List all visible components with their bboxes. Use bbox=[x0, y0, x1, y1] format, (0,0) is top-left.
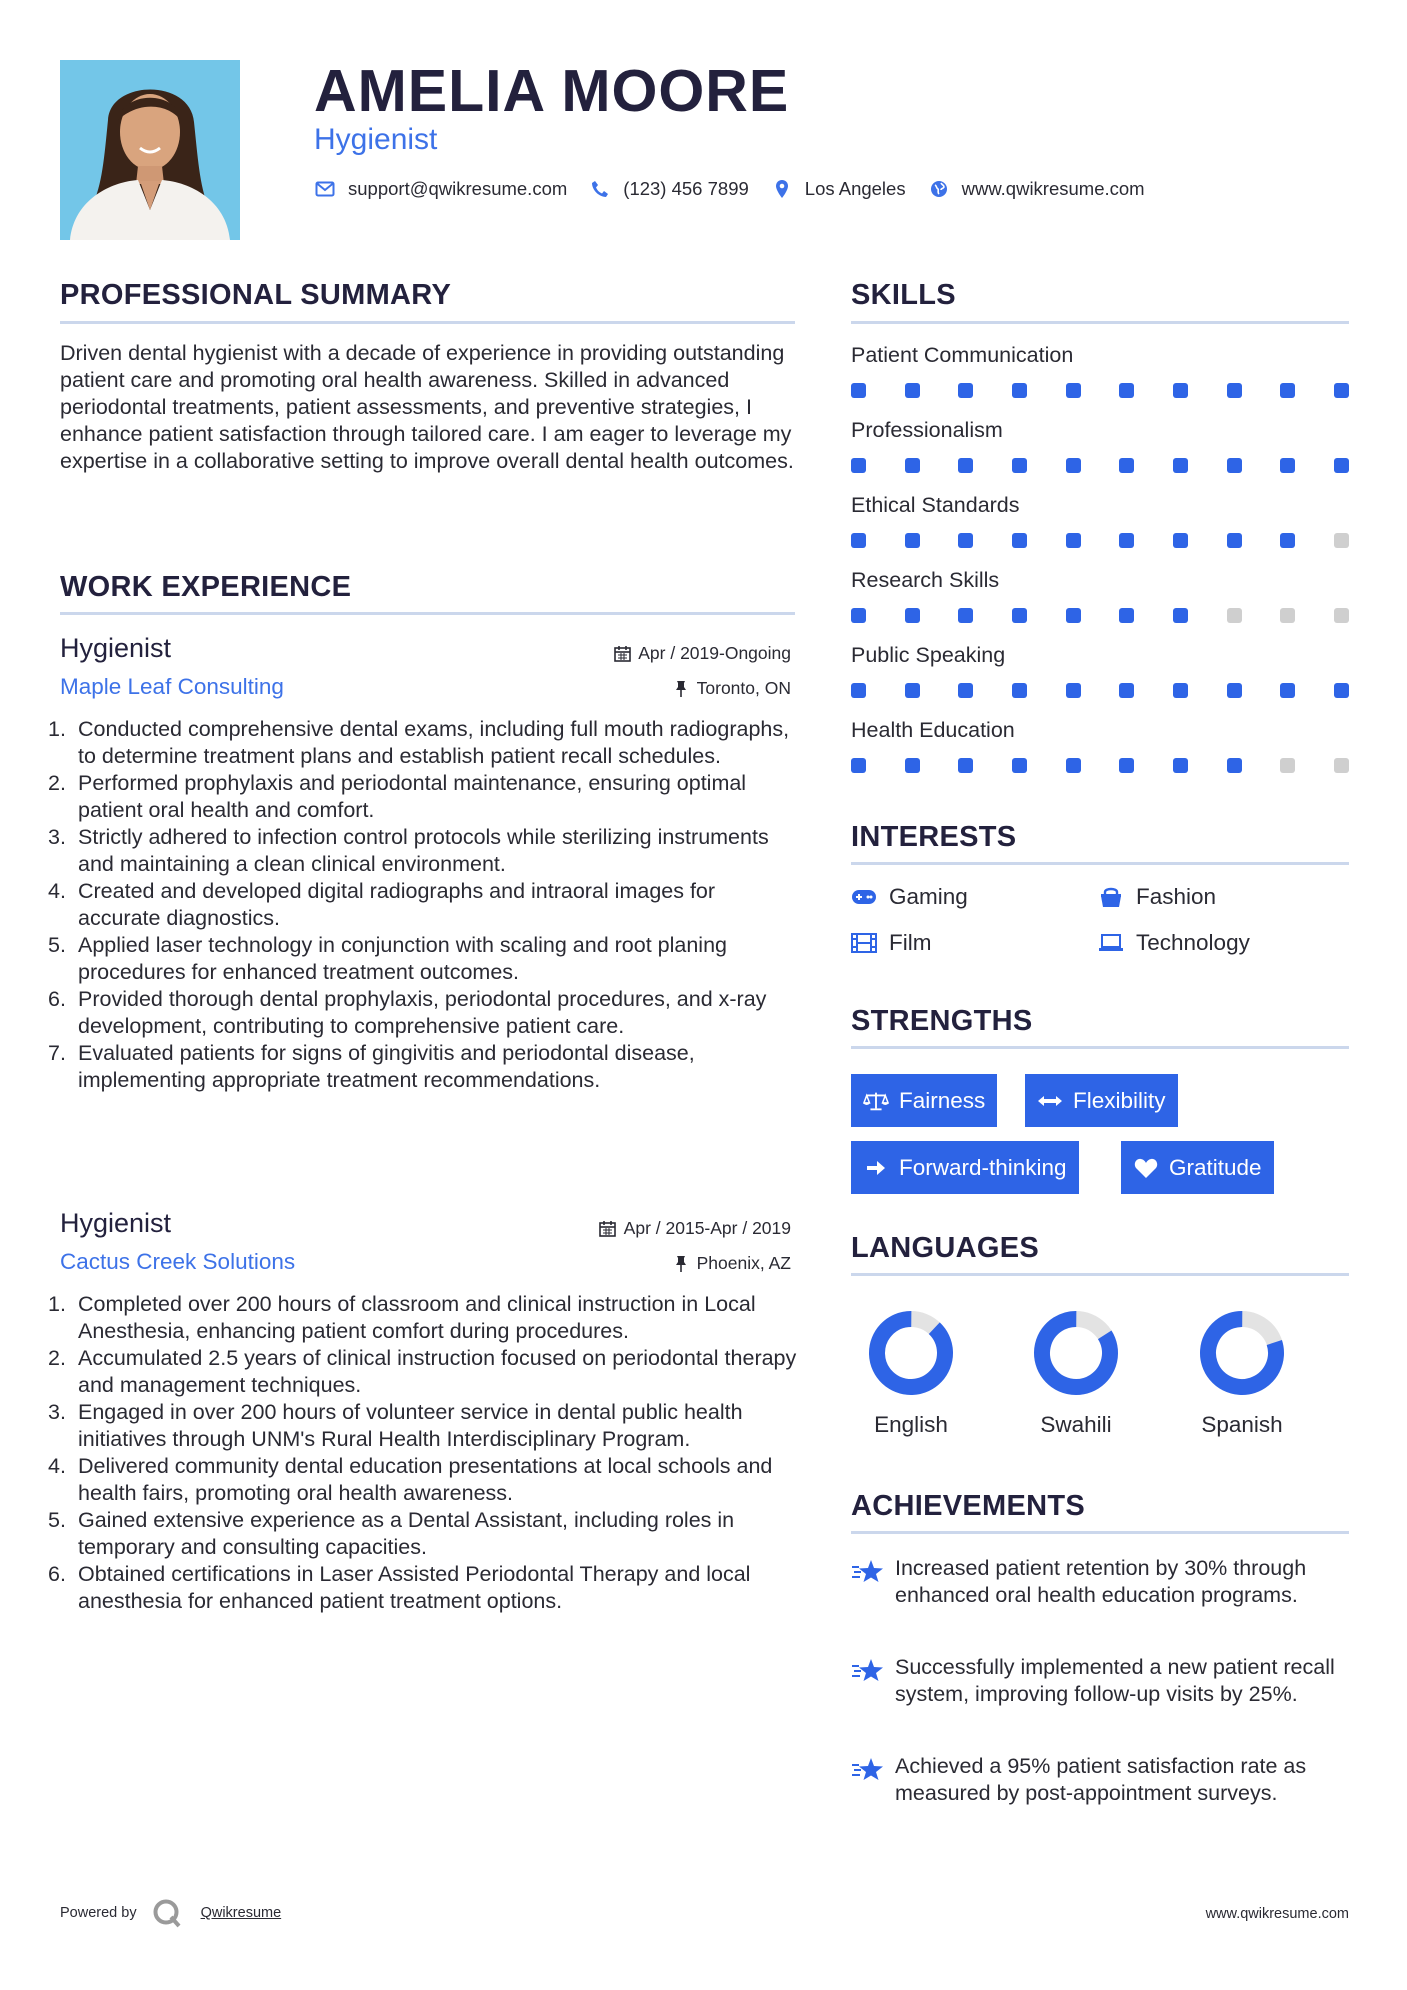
phone-icon bbox=[589, 178, 611, 200]
contact-bar bbox=[314, 178, 1167, 200]
job-dates-text: Apr / 2019-Ongoing bbox=[638, 643, 791, 663]
rating-dot-filled bbox=[1012, 608, 1027, 623]
balance-scale-icon bbox=[863, 1090, 889, 1112]
rating-dot-filled bbox=[1012, 458, 1027, 473]
language-label: English bbox=[874, 1412, 948, 1437]
candidate-role: Hygienist bbox=[314, 123, 438, 156]
strength-label: Gratitude bbox=[1169, 1154, 1262, 1180]
candidate-name: AMELIA MOORE bbox=[314, 58, 790, 124]
rating-dot-filled bbox=[958, 383, 973, 398]
job-dates bbox=[599, 1218, 791, 1239]
rating-dot-filled bbox=[1280, 533, 1295, 548]
rating-dot-filled bbox=[1012, 683, 1027, 698]
job-dates bbox=[613, 643, 791, 664]
list-item: 2. Performed prophylaxis and periodontal maintenance, ensuring optimal patient oral health and comfort. bbox=[48, 771, 747, 822]
strength-badge bbox=[1121, 1141, 1274, 1194]
job-location-text: Phoenix, AZ bbox=[696, 1253, 791, 1273]
list-item: 5. Applied laser technology in conjunction with scaling and root planing procedures for enhanced treatment outcomes. bbox=[48, 933, 727, 984]
profile-photo bbox=[60, 60, 240, 240]
rating-dot-filled bbox=[851, 533, 866, 548]
job-company: Cactus Creek Solutions bbox=[60, 1249, 296, 1274]
rating-dot-filled bbox=[1227, 458, 1242, 473]
contact-phone-text: (123) 456 7899 bbox=[623, 178, 749, 199]
footer-website[interactable]: www.qwikresume.com bbox=[1205, 1906, 1349, 1922]
rating-dot-filled bbox=[1119, 683, 1134, 698]
skill-rating bbox=[851, 533, 1349, 548]
skill-label: Research Skills bbox=[851, 568, 1000, 592]
job-duties-list bbox=[48, 716, 800, 1094]
language-donut bbox=[1197, 1308, 1287, 1398]
interest-label: Fashion bbox=[1136, 884, 1217, 909]
language-donut bbox=[866, 1308, 956, 1398]
skill-rating bbox=[851, 683, 1349, 698]
achievement-text: Achieved a 95% patient satisfaction rate as measured by post-appointment surveys. bbox=[895, 1754, 1307, 1805]
laptop-icon bbox=[1098, 932, 1124, 954]
rating-dot-filled bbox=[958, 458, 973, 473]
strength-label: Fairness bbox=[899, 1087, 986, 1113]
rating-dot-filled bbox=[1119, 458, 1134, 473]
globe-icon bbox=[928, 178, 950, 200]
skills-title: SKILLS bbox=[851, 279, 956, 311]
rating-dot-filled bbox=[958, 533, 973, 548]
brand-link[interactable]: Qwikresume bbox=[200, 1905, 282, 1921]
job-location bbox=[672, 1253, 791, 1274]
envelope-icon bbox=[314, 178, 336, 200]
language-item bbox=[1006, 1308, 1146, 1438]
achievement-item bbox=[851, 1654, 1351, 1708]
shopping-bag-icon bbox=[1098, 886, 1124, 908]
languages-title: LANGUAGES bbox=[851, 1232, 1039, 1264]
summary-title: PROFESSIONAL SUMMARY bbox=[60, 279, 452, 311]
rating-dot-empty bbox=[1334, 758, 1349, 773]
skill-label: Professionalism bbox=[851, 418, 1003, 442]
list-item: 6. Obtained certifications in Laser Assisted Periodontal Therapy and local anesthesia for enhanced patient treatment options. bbox=[48, 1562, 751, 1613]
rating-dot-filled bbox=[1119, 533, 1134, 548]
calendar-icon bbox=[613, 645, 631, 663]
skill-label: Ethical Standards bbox=[851, 493, 1020, 517]
list-item: 4. Created and developed digital radiographs and intraoral images for accurate diagnostics. bbox=[48, 879, 716, 930]
interest-item bbox=[851, 930, 931, 956]
rating-dot-filled bbox=[905, 383, 920, 398]
strength-badge bbox=[851, 1141, 1079, 1194]
list-item: 2. Accumulated 2.5 years of clinical instruction focused on periodontal therapy and management techniques. bbox=[48, 1346, 797, 1397]
powered-by-text: Powered by bbox=[60, 1905, 137, 1921]
job-company: Maple Leaf Consulting bbox=[60, 674, 284, 699]
rating-dot-filled bbox=[1334, 683, 1349, 698]
rating-dot-filled bbox=[851, 383, 866, 398]
gamepad-icon bbox=[851, 886, 877, 908]
pushpin-icon bbox=[672, 680, 690, 698]
rating-dot-filled bbox=[1066, 533, 1081, 548]
rating-dot-filled bbox=[1173, 758, 1188, 773]
languages-divider bbox=[851, 1273, 1349, 1276]
rating-dot-filled bbox=[1012, 758, 1027, 773]
skill-rating bbox=[851, 608, 1349, 623]
rating-dot-filled bbox=[1012, 383, 1027, 398]
rating-dot-filled bbox=[1066, 458, 1081, 473]
strengths-title: STRENGTHS bbox=[851, 1005, 1033, 1037]
skill-rating bbox=[851, 383, 1349, 398]
strengths-divider bbox=[851, 1046, 1349, 1049]
language-label: Swahili bbox=[1040, 1412, 1112, 1437]
interest-item bbox=[1098, 884, 1216, 910]
rating-dot-filled bbox=[1173, 458, 1188, 473]
job-location bbox=[672, 678, 791, 699]
contact-location[interactable] bbox=[771, 178, 906, 200]
contact-email-text: support@qwikresume.com bbox=[348, 178, 568, 199]
rating-dot-filled bbox=[958, 683, 973, 698]
rating-dot-filled bbox=[1173, 533, 1188, 548]
rating-dot-filled bbox=[1227, 533, 1242, 548]
interests-title: INTERESTS bbox=[851, 821, 1017, 853]
achievements-divider bbox=[851, 1531, 1349, 1534]
strength-label: Forward-thinking bbox=[899, 1154, 1067, 1180]
achievement-text: Successfully implemented a new patient recall system, improving follow-up visits by 25%. bbox=[895, 1655, 1335, 1706]
rating-dot-filled bbox=[1334, 458, 1349, 473]
skill-label: Public Speaking bbox=[851, 643, 1006, 667]
language-label: Spanish bbox=[1201, 1412, 1283, 1437]
language-donut bbox=[1031, 1308, 1121, 1398]
skills-divider bbox=[851, 321, 1349, 324]
rating-dot-filled bbox=[1227, 683, 1242, 698]
achievement-item bbox=[851, 1753, 1351, 1807]
rating-dot-filled bbox=[1227, 383, 1242, 398]
list-item: 3. Engaged in over 200 hours of volunteer service in dental public health initiatives through UNM's Rural Health Interdisciplinary Program. bbox=[48, 1400, 743, 1451]
donut-fill bbox=[1031, 1308, 1121, 1398]
strength-badge bbox=[851, 1074, 997, 1127]
rating-dot-filled bbox=[905, 533, 920, 548]
skill-rating bbox=[851, 758, 1349, 773]
interest-label: Technology bbox=[1136, 930, 1250, 955]
summary-divider bbox=[60, 321, 795, 324]
interest-label: Film bbox=[889, 930, 932, 955]
rating-dot-filled bbox=[1280, 458, 1295, 473]
rating-dot-filled bbox=[958, 758, 973, 773]
rating-dot-filled bbox=[1066, 608, 1081, 623]
rating-dot-filled bbox=[851, 758, 866, 773]
contact-email[interactable] bbox=[314, 178, 567, 200]
rating-dot-filled bbox=[1066, 383, 1081, 398]
interest-item bbox=[1098, 930, 1250, 956]
rating-dot-filled bbox=[1280, 383, 1295, 398]
pushpin-icon bbox=[672, 1255, 690, 1273]
list-item: 3. Strictly adhered to infection control protocols while sterilizing instruments and maintaining a clean clinical environment. bbox=[48, 825, 769, 876]
contact-website[interactable] bbox=[928, 178, 1145, 200]
achievements-title: ACHIEVEMENTS bbox=[851, 1490, 1086, 1522]
star-badge-icon bbox=[851, 1753, 895, 1807]
experience-divider bbox=[60, 612, 795, 615]
contact-phone[interactable] bbox=[589, 178, 749, 200]
rating-dot-filled bbox=[905, 683, 920, 698]
language-item bbox=[841, 1308, 981, 1438]
interests-divider bbox=[851, 862, 1349, 865]
achievement-text: Increased patient retention by 30% through enhanced oral health education programs. bbox=[895, 1556, 1307, 1607]
rating-dot-filled bbox=[1012, 533, 1027, 548]
job-dates-text: Apr / 2015-Apr / 2019 bbox=[623, 1218, 791, 1238]
footer-powered-by bbox=[60, 1897, 281, 1929]
map-marker-icon bbox=[771, 178, 793, 200]
rating-dot-filled bbox=[851, 683, 866, 698]
job-location-text: Toronto, ON bbox=[696, 678, 791, 698]
heart-icon bbox=[1133, 1157, 1159, 1179]
rating-dot-filled bbox=[905, 458, 920, 473]
rating-dot-filled bbox=[1334, 383, 1349, 398]
rating-dot-filled bbox=[1173, 608, 1188, 623]
rating-dot-filled bbox=[1119, 383, 1134, 398]
arrow-right-icon bbox=[863, 1157, 889, 1179]
list-item: 4. Delivered community dental education presentations at local schools and health fairs, promoting oral health awareness. bbox=[48, 1454, 773, 1505]
rating-dot-filled bbox=[905, 758, 920, 773]
star-badge-icon bbox=[851, 1654, 895, 1708]
rating-dot-empty bbox=[1334, 608, 1349, 623]
rating-dot-filled bbox=[905, 608, 920, 623]
job-title: Hygienist bbox=[60, 1208, 172, 1238]
experience-title: WORK EXPERIENCE bbox=[60, 571, 352, 603]
list-item: 7. Evaluated patients for signs of gingivitis and periodontal disease, implementing appropriate treatment recommendations. bbox=[48, 1041, 695, 1092]
rating-dot-filled bbox=[1066, 758, 1081, 773]
language-item bbox=[1172, 1308, 1312, 1438]
job-duties-list bbox=[48, 1291, 800, 1615]
contact-website-text: www.qwikresume.com bbox=[961, 178, 1145, 199]
rating-dot-filled bbox=[1119, 758, 1134, 773]
skill-label: Patient Communication bbox=[851, 343, 1074, 367]
skill-rating bbox=[851, 458, 1349, 473]
rating-dot-empty bbox=[1227, 608, 1242, 623]
job-title: Hygienist bbox=[60, 633, 172, 663]
rating-dot-filled bbox=[1280, 683, 1295, 698]
donut-fill bbox=[866, 1308, 956, 1398]
list-item: 6. Provided thorough dental prophylaxis, periodontal procedures, and x-ray development, contributing to comprehensive patient care. bbox=[48, 987, 767, 1038]
rating-dot-empty bbox=[1280, 608, 1295, 623]
contact-location-text: Los Angeles bbox=[804, 178, 906, 199]
rating-dot-filled bbox=[851, 608, 866, 623]
strength-label: Flexibility bbox=[1073, 1087, 1166, 1113]
qwikresume-logo-icon bbox=[151, 1897, 183, 1929]
skill-label: Health Education bbox=[851, 718, 1015, 742]
interest-label: Gaming bbox=[889, 884, 968, 909]
rating-dot-filled bbox=[1173, 683, 1188, 698]
interest-item bbox=[851, 884, 968, 910]
rating-dot-filled bbox=[1066, 683, 1081, 698]
rating-dot-filled bbox=[851, 458, 866, 473]
list-item: 5. Gained extensive experience as a Dental Assistant, including roles in temporary and consulting capacities. bbox=[48, 1508, 735, 1559]
donut-fill bbox=[1199, 1310, 1285, 1396]
list-item: 1. Conducted comprehensive dental exams, including full mouth radiographs, to determine treatment plans and establish patient recall schedules. bbox=[48, 717, 790, 768]
strength-badge bbox=[1025, 1074, 1178, 1127]
achievement-item bbox=[851, 1555, 1351, 1609]
rating-dot-empty bbox=[1280, 758, 1295, 773]
list-item: 1. Completed over 200 hours of classroom and clinical instruction in Local Anesthesia, enhancing patient comfort during procedures. bbox=[48, 1292, 756, 1343]
star-badge-icon bbox=[851, 1555, 895, 1609]
calendar-icon bbox=[599, 1220, 617, 1238]
film-icon bbox=[851, 932, 877, 954]
rating-dot-filled bbox=[1227, 758, 1242, 773]
rating-dot-empty bbox=[1334, 533, 1349, 548]
summary-text: Driven dental hygienist with a decade of experience in providing outstanding patient care and promoting oral health awareness. Skilled in advanced periodontal treatments, patient assessments, and preventive strategies, I enhance patient satisfaction through tailored care. I am eager to leverage my expertise in a collaborative setting to improve overall dental health outcomes. bbox=[60, 341, 794, 473]
rating-dot-filled bbox=[958, 608, 973, 623]
rating-dot-filled bbox=[1173, 383, 1188, 398]
arrows-horizontal-icon bbox=[1037, 1090, 1063, 1112]
rating-dot-filled bbox=[1119, 608, 1134, 623]
